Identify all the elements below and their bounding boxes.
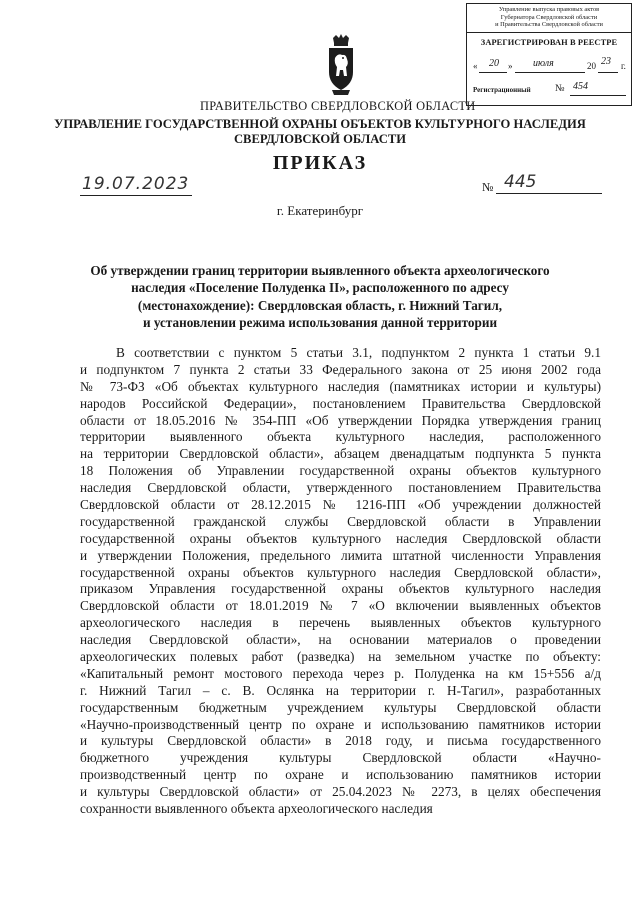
title-line: Об утверждении границ территории выявленного объекта археологического xyxy=(90,263,550,278)
stamp-date xyxy=(473,56,629,74)
stamp-issuer-line: и Правительства Свердловской области xyxy=(495,21,603,29)
order-number-sign: № xyxy=(482,180,494,194)
body-line: г. Нижний Тагил – с. В. Ослянка на территории г. Н-Тагил», разработанных xyxy=(80,682,601,698)
stamp-day: 20 xyxy=(489,58,499,69)
body-line: сохранности выявленного объекта археологического наследия xyxy=(80,801,433,817)
body-line: наследия Свердловской области», на основании материалов о проведении xyxy=(80,632,601,648)
stamp-issuer-line: Губернатора Свердловской области xyxy=(500,13,598,21)
body-line: и культуры Свердловской области» в 2018 году, и письма государственного xyxy=(80,733,601,749)
body-line: и культуры Свердловской области» от 25.04.2023 № 2273, в целях обеспечения xyxy=(80,784,601,800)
body-line: на территории Свердловской области», абзацем двенадцатым подпункта 5 пункта xyxy=(80,446,601,462)
document-body xyxy=(80,345,601,818)
stamp-date-close-quote: » xyxy=(508,61,513,71)
order-date: 19.07.2023 xyxy=(82,174,190,194)
government-name: ПРАВИТЕЛЬСТВО СВЕРДЛОВСКОЙ ОБЛАСТИ xyxy=(200,99,476,113)
body-line: государственной охраны объектов культурного наследия Свердловской области», xyxy=(80,564,601,580)
body-line: Свердловской области от 28.12.2015 № 1216-ПП «Об учреждении должностей xyxy=(80,497,601,513)
stamp-year-prefix: 20 xyxy=(587,61,596,71)
body-line: «Капитальный ремонт мостового перехода через р. Полуденка на км 15+556 а/д xyxy=(80,665,601,681)
order-date-field xyxy=(80,173,192,196)
order-number: 445 xyxy=(504,172,537,192)
title-line: наследия «Поселение Полуденка II», расположенного по адресу xyxy=(131,280,509,296)
stamp-reg-label: Регистрационный xyxy=(473,86,531,94)
body-line: археологических полевых работ (разведка) на земельном участке по объекту: xyxy=(80,649,601,665)
stamp-year-suffix: 23 xyxy=(601,56,611,67)
stamp-number-sign: № xyxy=(555,83,565,94)
body-line: В соответствии с пунктом 5 статьи 3.1, подпунктом 2 пункта 1 статьи 9.1 xyxy=(116,345,601,360)
body-line: 18 Положения об Управлении государственной охраны объектов культурного xyxy=(80,463,601,479)
body-line: народов Российской Федерации», постановлением Правительства Свердловской xyxy=(80,395,601,411)
department-name-line: УПРАВЛЕНИЕ ГОСУДАРСТВЕННОЙ ОХРАНЫ ОБЪЕКТОВ КУЛЬТУРНОГО НАСЛЕДИЯ xyxy=(54,117,586,131)
stamp-month: июля xyxy=(533,58,554,69)
body-line: производственный центр по охране и использованию памятников истории xyxy=(80,767,601,783)
body-line: бюджетного учреждения культуры Свердловской области «Научно- xyxy=(80,750,601,766)
body-line: территории выявленного объекта культурного наследия, расположенного xyxy=(80,429,601,445)
stamp-date-open-quote: « xyxy=(473,61,478,71)
stamp-month-line xyxy=(515,72,585,73)
stamp-title: ЗАРЕГИСТРИРОВАН В РЕЕСТРЕ xyxy=(480,37,618,47)
stamp-year-line xyxy=(598,72,618,73)
document-type: ПРИКАЗ xyxy=(272,152,368,174)
title-line: (местонахождение): Свердловская область, г. Нижний Тагил, xyxy=(137,297,503,313)
body-line: «Научно-производственный центр по охране и использованию памятников истории xyxy=(80,716,601,732)
body-line: наследия Свердловской области, утвержденного постановлением Правительства xyxy=(80,480,601,496)
body-line: № 73-ФЗ «Об объектах культурного наследия (памятниках истории и культуры) xyxy=(80,378,601,394)
city: г. Екатеринбург xyxy=(276,203,364,218)
body-line: приказом Управления государственной охраны объектов культурного наследия xyxy=(80,581,601,597)
department-name-line: СВЕРДЛОВСКОЙ ОБЛАСТИ xyxy=(233,132,407,146)
stamp-issuer xyxy=(467,4,631,33)
body-line: государственной гражданской службы Свердловской области в Управлении xyxy=(80,513,601,529)
body-line: и подпунктом 7 пункта 2 статьи 33 Федерального закона от 25 июня 2002 года xyxy=(80,361,601,377)
body-line: Свердловской области от 18.01.2019 № 7 «О включении выявленных объектов xyxy=(80,598,601,614)
body-line: государственной охраны объектов культурного наследия Свердловской области xyxy=(80,530,601,546)
stamp-registration-number xyxy=(473,81,629,95)
body-line: области от 18.05.2016 № 354-ПП «Об утверждении Порядка утверждения границ xyxy=(80,412,601,428)
registration-stamp xyxy=(466,3,632,106)
stamp-reg-number: 454 xyxy=(573,81,588,92)
title-line: и установлении режима использования данной территории xyxy=(142,314,498,330)
coat-of-arms-icon xyxy=(326,34,356,96)
stamp-issuer-line: Управление выпуска правовых актов xyxy=(498,6,600,13)
stamp-number-line xyxy=(570,95,626,96)
body-line: археологического наследия в перечень выявленных объектов культурного xyxy=(80,615,601,631)
order-number-field xyxy=(496,173,602,194)
stamp-year-mark: г. xyxy=(621,61,626,71)
body-line: и утверждении Положения, предельного лимита штатной численности Управления xyxy=(80,547,601,563)
body-line: государственным бюджетным учреждением культуры Свердловской области xyxy=(80,699,601,715)
document-title xyxy=(70,262,570,331)
stamp-day-line xyxy=(479,72,507,73)
